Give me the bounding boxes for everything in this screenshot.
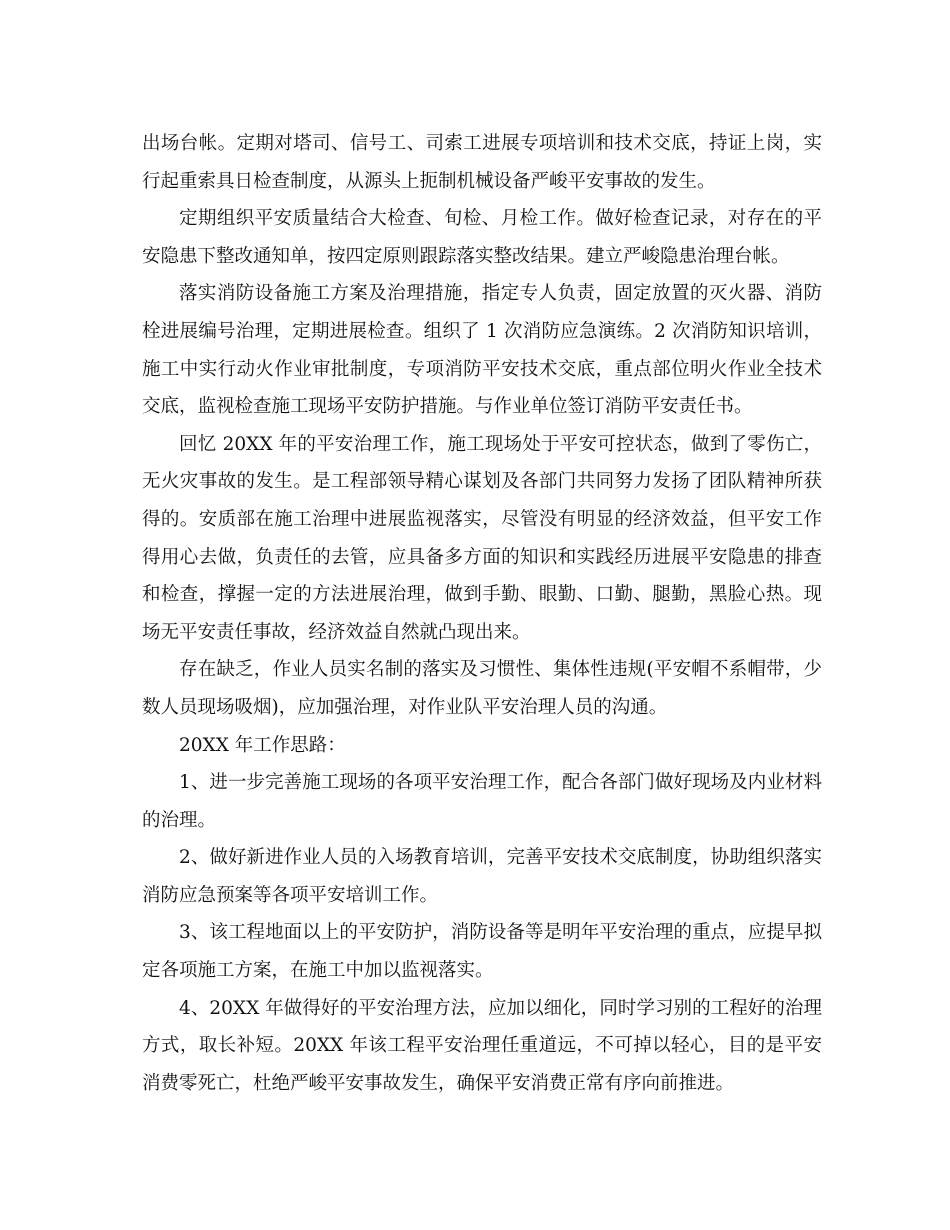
list-item-1: 1、进一步完善施工现场的各项平安治理工作，配合各部门做好现场及内业材料的治理。 (142, 772, 822, 831)
paragraph-fire-safety: 落实消防设备施工方案及治理措施，指定专人负责，固定放置的灭火器、消防栓进展编号治理，定期进展检查。组织了 1 次消防应急演练。2 次消防知识培训，施工中实行动火作业审批制度，专项消防平安技术交底，重点部位明火作业全技术交底，监视检查施工现场平安防护措施。与作业单位签订消防平安责任书。 (142, 283, 822, 418)
list-item-3: 3、该工程地面以上的平安防护，消防设备等是明年平安治理的重点，应提早拟定各项施工方案，在施工中加以监视落实。 (142, 922, 822, 982)
paragraph-review: 回忆 20XX 年的平安治理工作，施工现场处于平安可控状态，做到了零伤亡，无火灾事故的发生。是工程部领导精心谋划及各部门共同努力发扬了团队精神所获得的。安质部在施工治理中进展监视落实，尽管没有明显的经济效益，但平安工作得用心去做，负责任的去管，应具备多方面的知识和实践经历进展平安隐患的排查和检查，撑握一定的方法进展治理，做到手勤、眼勤、口勤、腿勤，黑脸心热。现场无平安责任事故，经济效益自然就凸现出来。 (142, 433, 822, 643)
document-body (142, 125, 822, 1102)
paragraph-inspection: 定期组织平安质量结合大检查、旬检、月检工作。做好检查记录，对存在的平安隐患下整改通知单，按四定原则跟踪落实整改结果。建立严峻隐患治理台帐。 (142, 208, 822, 267)
paragraph-continuation: 出场台帐。定期对塔司、信号工、司索工进展专项培训和技术交底，持证上岗，实行起重索具日检查制度，从源头上扼制机械设备严峻平安事故的发生。 (142, 133, 822, 192)
paragraph-shortcomings: 存在缺乏，作业人员实名制的落实及习惯性、集体性违规(平安帽不系帽带，少数人员现场吸烟)，应加强治理，对作业队平安治理人员的沟通。 (142, 659, 822, 718)
list-item-4: 4、20XX 年做得好的平安治理方法，应加以细化，同时学习别的工程好的治理方式，取长补短。20XX 年该工程平安治理任重道远，不可掉以轻心，目的是平安消费零死亡，杜绝严峻平安事故发生，确保平安消费正常有序向前推进。 (142, 997, 822, 1094)
list-item-2: 2、做好新进作业人员的入场教育培训，完善平安技术交底制度，协助组织落实消防应急预案等各项平安培训工作。 (142, 847, 822, 906)
section-heading-work-plan: 20XX 年工作思路： (179, 734, 346, 756)
